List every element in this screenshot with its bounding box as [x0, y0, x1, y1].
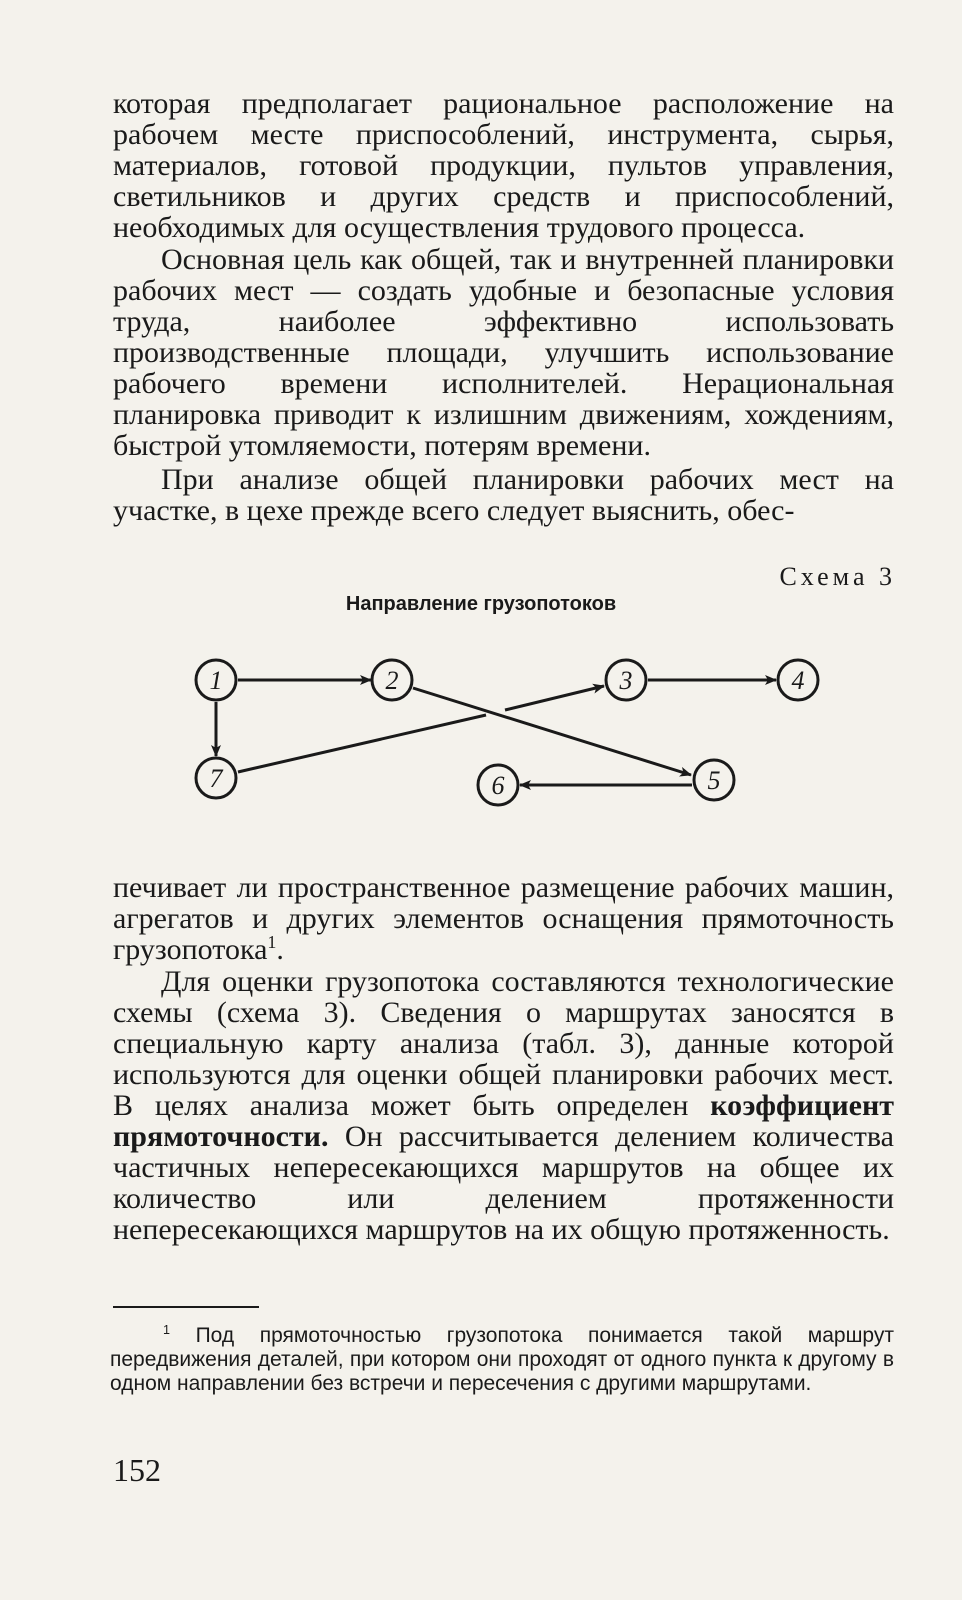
- paragraph-5-text: Для оценки грузопотока составляются технологические схемы (схема 3). Сведения о маршрутах заносятся в специальную карту анализа (табл. 3), данные которой используются для оценки общей планировки рабочих мест. В целях анализа может быть определен: [113, 965, 894, 1122]
- edge-2-5: [413, 688, 691, 775]
- scheme-title: Направление грузопотоков: [345, 593, 617, 615]
- footnote-divider: [113, 1306, 259, 1308]
- footnote-text: Под прямоточностью грузопотока понимается такой маршрут передвижения деталей, при котором они проходят от одного пункта к другому в одном направлении без встречи и пересечения с другими маршрутами.: [110, 1324, 894, 1395]
- page-number: 152: [113, 1452, 161, 1488]
- paragraph-4: [113, 872, 894, 965]
- cargo-flow-diagram: [0, 640, 962, 840]
- paragraph-1: которая предполагает рациональное расположение на рабочем месте приспособлений, инструмента, сырья, материалов, готовой продукции, пультов управления, светильников и других средств и приспособлений, необходимых для осуществления трудового процесса.: [113, 87, 894, 244]
- footnote-number: 1: [163, 1323, 171, 1337]
- node-5-label: 5: [707, 766, 721, 795]
- edge-7-3-part-b: [505, 686, 604, 710]
- scheme-label: Схема 3: [779, 562, 896, 591]
- paragraph-2: Основная цель как общей, так и внутренней планировки рабочих мест — создать удобные и безопасные условия труда, наиболее эффективно использовать производственные площади, улучшить использование рабочего времени исполнителей. Нерациональная планировка приводит к излишним движениям, хождениям, быстрой утомляемости, потерям времени.: [113, 243, 894, 462]
- node-3-label: 3: [619, 666, 633, 695]
- paragraph-4-text: печивает ли пространственное размещение рабочих машин, агрегатов и других элементов оснащения прямоточность грузопотока: [113, 871, 894, 966]
- footnote-reference: 1: [267, 932, 277, 952]
- edge-7-3-part-a: [238, 715, 486, 772]
- node-1-label: 1: [209, 666, 223, 695]
- node-7-label: 7: [209, 764, 223, 793]
- paragraph-5-end: Он рассчитывается делением количества частичных непересекающихся маршрутов на общее их количество или делением протяженности непересекающихся маршрутов на их общую протяженность.: [113, 1120, 894, 1246]
- node-2-label: 2: [385, 666, 399, 695]
- node-6-label: 6: [491, 771, 505, 800]
- paragraph-5: [113, 966, 894, 1245]
- node-4-label: 4: [791, 666, 805, 695]
- footnote: [110, 1324, 894, 1396]
- paragraph-3: При анализе общей планировки рабочих мест на участке, в цехе прежде всего следует выяснить, обес-: [113, 463, 894, 527]
- paragraph-4-end: .: [276, 933, 284, 966]
- term-direct-flow-coefficient: коэффициент прямоточности.: [113, 1089, 894, 1153]
